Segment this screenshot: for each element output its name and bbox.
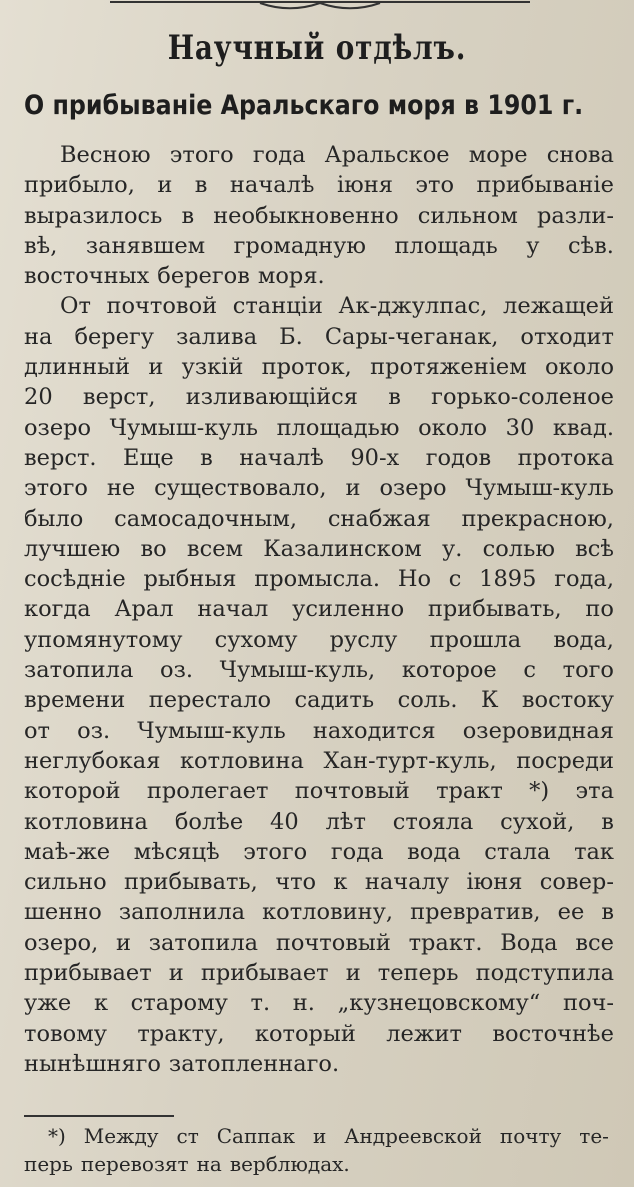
- paragraph-line: длинный и узкій проток, протяженіем около: [24, 354, 614, 381]
- paragraph-line: которой пролегает почтовый тракт *) эта: [24, 778, 614, 805]
- paragraph-line: От почтовой станціи Ак-джулпас, лежащей: [60, 293, 614, 320]
- article-body: [24, 140, 614, 1079]
- paragraph-line: сосѣдніе рыбныя промысла. Но с 1895 года,: [24, 566, 614, 593]
- header-ornament: [110, 0, 530, 10]
- paragraph-line: когда Арал начал усиленно прибывать, по: [24, 596, 614, 623]
- paragraph-line: выразилось в необыкновенно сильном разли-: [24, 202, 614, 229]
- paragraph-line: сильно прибывать, что к началу іюня совер-: [24, 869, 614, 896]
- paragraph-line: упомянутому сухому руслу прошла вода,: [24, 626, 614, 653]
- paragraph-line: было самосадочным, снабжая прекрасною,: [24, 505, 614, 532]
- paragraph-line: 20 верст, изливающійся в горько-соленое: [24, 384, 614, 411]
- paragraph-line: затопила оз. Чумыш-куль, которое с того: [24, 657, 614, 684]
- paragraph-line: Весною этого года Аральское море снова: [60, 142, 614, 168]
- paragraph-line: от оз. Чумыш-куль находится озеровидная: [24, 717, 614, 744]
- footnote: [24, 1122, 609, 1178]
- paragraph-line: котловина болѣе 40 лѣт стояла сухой, в: [24, 808, 614, 835]
- paragraph-line: товому тракту, который лежит восточнѣе: [24, 1020, 614, 1047]
- footnote-line: перь перевозят на верблюдах.: [24, 1152, 350, 1176]
- paragraph-line: времени перестало садить соль. К востоку: [24, 687, 614, 714]
- footnote-line: *) Между ст Саппак и Андреевской почту те-: [48, 1124, 609, 1148]
- paragraph-line: верст. Еще в началѣ 90-х годов протока: [24, 444, 614, 471]
- paragraph-line: прибыло, и в началѣ іюня это прибываніе: [24, 172, 614, 199]
- article-title: О прибываніе Аральскаго моря в 1901 г.: [24, 90, 584, 121]
- paragraph-line: лучшею во всем Казалинском у. солью всѣ: [24, 535, 614, 562]
- paragraph-line: уже к старому т. н. „кузнецовскому“ поч-: [24, 990, 614, 1017]
- paragraph-line: прибывает и прибывает и теперь подступила: [24, 960, 614, 987]
- paragraph-line: восточных берегов моря.: [24, 263, 325, 290]
- paragraph-line: вѣ, занявшем громадную площадь у сѣв.: [24, 232, 614, 259]
- footnote-divider: [24, 1115, 174, 1117]
- paragraph-line: на берегу залива Б. Сары-чеганак, отходит: [24, 323, 614, 350]
- paragraph-line: маѣ-же мѣсяцѣ этого года вода стала так: [24, 838, 614, 865]
- paragraph-line: неглубокая котловина Хан-турт-куль, посреди: [24, 747, 614, 774]
- paragraph-line: этого не существовало, и озеро Чумыш-куль: [24, 475, 614, 502]
- paragraph-line: нынѣшняго затопленнаго.: [24, 1050, 340, 1077]
- paragraph-line: озеро, и затопила почтовый тракт. Вода все: [24, 929, 614, 956]
- paragraph-line: озеро Чумыш-куль площадью около 30 квад.: [24, 414, 614, 441]
- paragraph-line: шенно заполнила котловину, превратив, ее в: [24, 899, 614, 926]
- section-title: Научный отдѣлъ.: [167, 28, 467, 68]
